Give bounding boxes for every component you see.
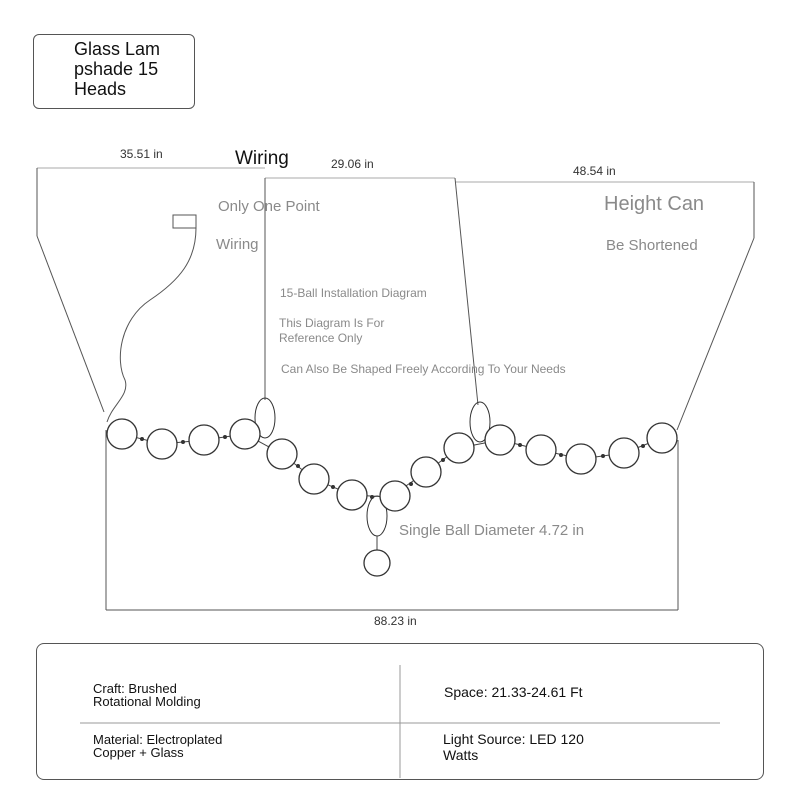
- wiring-note-line1: Only One Point: [218, 198, 320, 215]
- shape-note: Can Also Be Shaped Freely According To Your Needs: [281, 362, 566, 376]
- wiring-note-line2: Wiring: [216, 236, 259, 253]
- spec-light-source: Light Source: LED 120 Watts: [443, 731, 584, 763]
- height-note-line2: Be Shortened: [606, 237, 698, 254]
- right-width-label: 48.54 in: [573, 164, 616, 178]
- spec-space: Space: 21.33-24.61 Ft: [444, 684, 583, 700]
- reference-note: This Diagram Is For Reference Only: [279, 316, 385, 345]
- product-title: Glass Lampshade 15 Heads: [74, 39, 161, 99]
- spec-craft: Craft: Brushed Rotational Molding: [93, 681, 201, 709]
- spec-material: Material: Electroplated Copper + Glass: [93, 732, 223, 760]
- diagram-title: 15-Ball Installation Diagram: [280, 286, 427, 300]
- total-width-label: 88.23 in: [374, 614, 417, 628]
- height-note-line1: Height Can: [604, 193, 705, 215]
- ball-diameter-label: Single Ball Diameter 4.72 in: [399, 522, 585, 539]
- center-width-label: 29.06 in: [331, 157, 374, 171]
- wiring-label: Wiring: [235, 148, 289, 169]
- left-width-label: 35.51 in: [120, 147, 163, 161]
